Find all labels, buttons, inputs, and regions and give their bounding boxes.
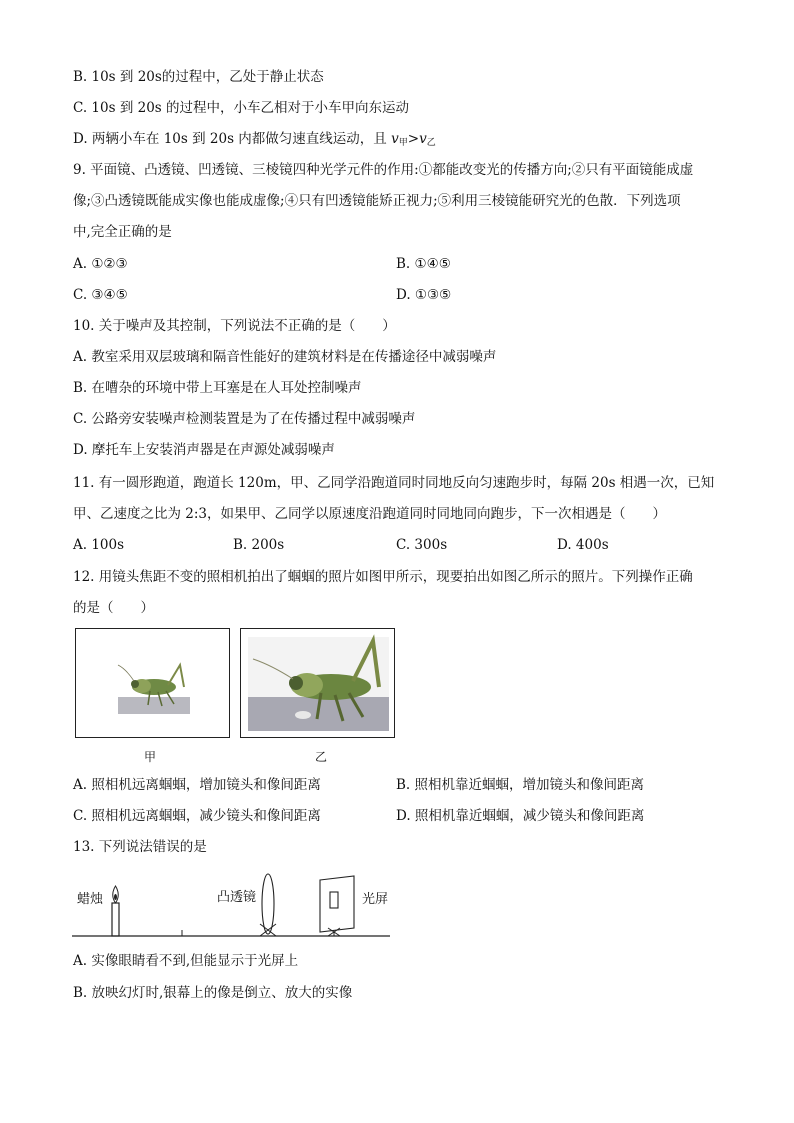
q12-stem-line1: 12. 用镜头焦距不变的照相机拍出了蝈蝈的照片如图甲所示，现要拍出如图乙所示的照片。下列操作正确 [73,569,693,585]
q10-option-b: B. 在嘈杂的环境中带上耳塞是在人耳处控制噪声 [73,380,362,396]
subscript-jia: 甲 [398,138,408,148]
q8-option-d [73,130,436,152]
grasshopper-small-image [76,629,230,738]
q13-option-a: A. 实像眼睛看不到,但能显示于光屏上 [73,953,299,969]
q11-option-a: A. 100s [73,537,125,553]
q8-option-d-text: D. 两辆小车在 10s 到 20s 内都做匀速直线运动，且 [73,131,387,147]
subscript-yi: 乙 [426,138,436,148]
q11-option-d: D. 400s [557,537,609,553]
q11-option-b: B. 200s [233,537,285,553]
screen-label: 光屏 [362,892,389,907]
q12-option-a: A. 照相机远离蝈蝈，增加镜头和像间距离 [73,777,321,793]
grasshopper-large-image [241,629,395,738]
q9-stem-line2: 像;③凸透镜既能成实像也能成虚像;④只有凹透镜能矫正视力;⑤利用三棱镜能研究光的色散．下列选项 [73,193,681,209]
caption-jia: 甲 [144,750,157,764]
caption-yi: 乙 [315,750,328,764]
q11-stem-line2: 甲、乙速度之比为 2:3，如果甲、乙同学以原速度沿跑道同时同地同向跑步，下一次相遇是（ ） [73,506,667,522]
velocity-symbol: v [419,131,427,147]
q9-stem-line3: 中,完全正确的是 [73,224,172,240]
q9-stem-line1: 9. 平面镜、凸透镜、凹透镜、三棱镜四种光学元件的作用:①都能改变光的传播方向;②只有平面镜能成虚 [73,162,694,178]
photo-jia [75,628,230,738]
q9-option-a: A. ①②③ [73,256,128,272]
velocity-symbol: v [391,131,399,147]
q12-option-c: C. 照相机远离蝈蝈，减少镜头和像间距离 [73,808,321,824]
q10-option-c: C. 公路旁安装噪声检测装置是为了在传播过程中减弱噪声 [73,411,416,427]
q12-option-d: D. 照相机靠近蝈蝈，减少镜头和像间距离 [396,808,645,824]
q8-option-b: B. 10s 到 20s的过程中，乙处于静止状态 [73,69,324,85]
q13-stem: 13. 下列说法错误的是 [73,839,207,855]
q10-stem: 10. 关于噪声及其控制，下列说法不正确的是（ ） [73,318,396,334]
candle-label: 蜡烛 [77,892,104,907]
q9-option-d: D. ①③⑤ [396,287,452,303]
optical-bench-diagram [72,866,397,944]
lens-label: 凸透镜 [217,890,257,905]
q12-option-b: B. 照相机靠近蝈蝈，增加镜头和像间距离 [396,777,645,793]
q9-option-b: B. ①④⑤ [396,256,451,272]
q12-stem-line2: 的是（ ） [73,600,154,616]
photo-yi [240,628,395,738]
q10-option-d: D. 摩托车上安装消声器是在声源处减弱噪声 [73,442,335,458]
q10-option-a: A. 教室采用双层玻璃和隔音性能好的建筑材料是在传播途径中减弱噪声 [73,349,497,365]
greater-than: > [407,131,420,147]
q11-stem-line1: 11. 有一圆形跑道，跑道长 120m，甲、乙同学沿跑道同时同地反向匀速跑步时，每隔 20s 相遇一次，已知 [73,475,715,491]
q9-option-c: C. ③④⑤ [73,287,128,303]
q13-option-b: B. 放映幻灯时,银幕上的像是倒立、放大的实像 [73,985,353,1001]
q8-option-c: C. 10s 到 20s 的过程中，小车乙相对于小车甲向东运动 [73,100,410,116]
q11-option-c: C. 300s [396,537,448,553]
